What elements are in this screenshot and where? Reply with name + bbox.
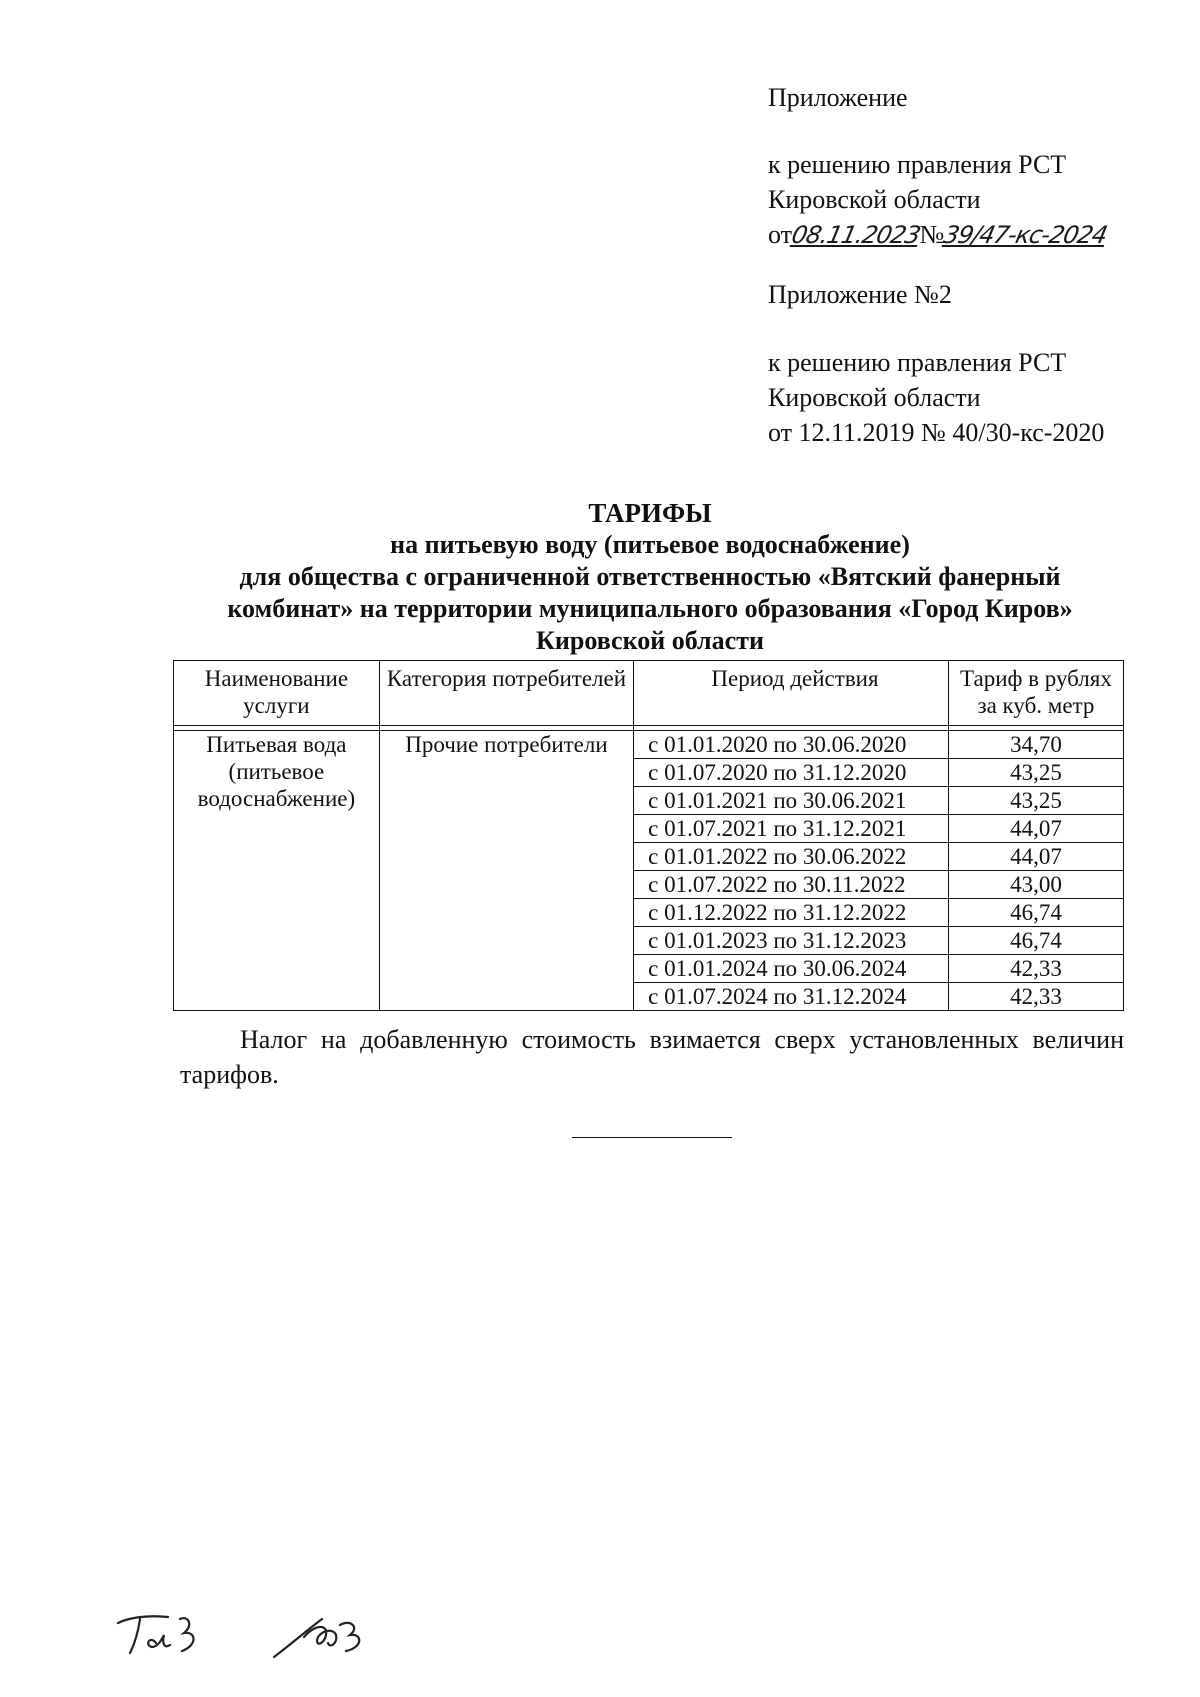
title-line-3: комбинат» на территории муниципального образования «Город Киров» — [227, 594, 1073, 623]
cell-period: с 01.01.2021 по 30.06.2021 — [634, 787, 949, 815]
cell-tariff: 42,33 — [948, 955, 1123, 983]
decision-ref-date-number: от08.11.2023№39/47-кс-2024 — [768, 217, 1107, 253]
cell-period: с 01.01.2023 по 31.12.2023 — [634, 927, 949, 955]
cell-service: Питьевая вода (питьевое водоснабжение) — [174, 731, 380, 1011]
title-line-4: Кировской области — [536, 626, 764, 655]
cell-tariff: 44,07 — [948, 815, 1123, 843]
decision-ref-region: Кировской области — [768, 185, 981, 214]
cell-tariff: 46,74 — [948, 927, 1123, 955]
cell-period: с 01.01.2020 по 30.06.2020 — [634, 731, 949, 759]
table-header-row — [174, 661, 1124, 726]
signature-initials-1 — [110, 1605, 250, 1665]
table-row — [174, 731, 1124, 759]
cell-tariff: 43,25 — [948, 759, 1123, 787]
title-line-1: на питьевую воду (питьевое водоснабжение) — [390, 530, 910, 559]
cell-category: Прочие потребители — [379, 731, 633, 1011]
cell-period: с 01.07.2020 по 31.12.2020 — [634, 759, 949, 787]
cell-tariff: 43,00 — [948, 871, 1123, 899]
tariff-table — [173, 660, 1124, 1011]
cell-tariff: 42,33 — [948, 983, 1123, 1011]
header-service: Наименование услуги — [174, 661, 380, 726]
decision-reference-current — [768, 147, 1110, 253]
cell-period: с 01.01.2022 по 30.06.2022 — [634, 843, 949, 871]
cell-period: с 01.07.2022 по 30.11.2022 — [634, 871, 949, 899]
document-title — [160, 497, 1140, 657]
title-main: ТАРИФЫ — [588, 498, 712, 528]
handwritten-date: 08.11.2023 — [789, 221, 923, 249]
divider-line — [572, 1137, 732, 1138]
vat-note: Налог на добавленную стоимость взимается сверх установленных величин тарифов. — [180, 1025, 1124, 1089]
title-line-2: для общества с ограниченной ответственностью «Вятский фанерный — [239, 562, 1061, 591]
handwritten-number: 39/47-кс-2024 — [941, 221, 1110, 249]
header-period: Период действия — [634, 661, 949, 726]
cell-period: с 01.07.2024 по 31.12.2024 — [634, 983, 949, 1011]
appendix-2-label: Приложение №2 — [768, 280, 952, 309]
appendix-label: Приложение — [768, 83, 908, 112]
decision-reference-original: к решению правления РСТ Кировской области от 12.11.2019 № 40/30-кс-2020 — [768, 348, 1105, 447]
cell-period: с 01.01.2024 по 30.06.2024 — [634, 955, 949, 983]
signature-initials-2 — [270, 1605, 410, 1665]
cell-period: с 01.12.2022 по 31.12.2022 — [634, 899, 949, 927]
cell-tariff: 44,07 — [948, 843, 1123, 871]
cell-tariff: 34,70 — [948, 731, 1123, 759]
cell-period: с 01.07.2021 по 31.12.2021 — [634, 815, 949, 843]
decision-ref-line: к решению правления РСТ — [768, 150, 1067, 179]
cell-tariff: 43,25 — [948, 787, 1123, 815]
cell-tariff: 46,74 — [948, 899, 1123, 927]
header-tariff: Тариф в рублях за куб. метр — [948, 661, 1123, 726]
header-category: Категория потребителей — [379, 661, 633, 726]
